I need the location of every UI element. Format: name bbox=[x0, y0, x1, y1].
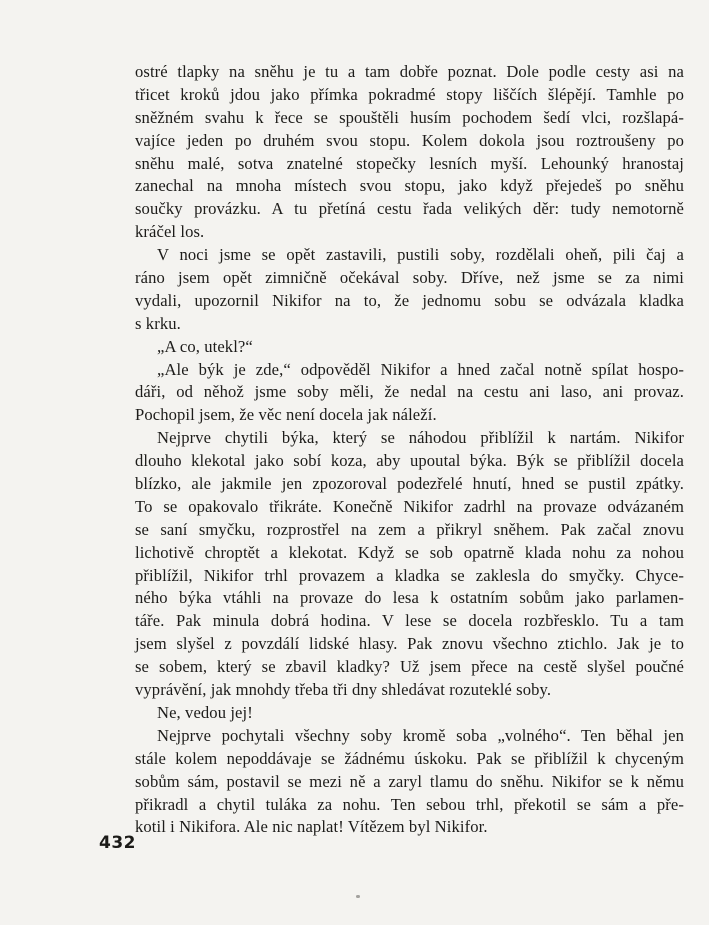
text-line: dáři, od něhož jsme soby měli, že nedal na cestu ani laso, ani provaz. bbox=[135, 382, 684, 402]
text-line: ného býka vtáhli na provaze do lesa k ostatním sobům jako parlamen- bbox=[135, 588, 684, 608]
text-line: To se opakovalo třikráte. Konečně Nikifor zadrhl na provaze odvázaném bbox=[135, 496, 684, 516]
text-line: lichotivě chroptět a klekotat. Když se sob opatrně klada nohu za nohou bbox=[135, 542, 684, 562]
text-line: se sobem, který se zbavil kladky? Už jsem přece na cestě slyšel poučné bbox=[135, 657, 684, 677]
text-line: sněhu malé, sotva znatelné stopečky lesních myší. Lehounký hranostaj bbox=[135, 153, 684, 173]
text-line: „A co, utekl?“ bbox=[157, 336, 253, 356]
text-line: V noci jsme se opět zastavili, pustili soby, rozdělali oheň, pili čaj a bbox=[157, 245, 684, 265]
text-line: součky provázku. A tu přetíná cestu řada velikých děr: tudy nemotorně bbox=[135, 199, 684, 219]
text-line: blízko, ale jakmile jen zpozoroval podezřelé hnutí, hned se pustil zpátky. bbox=[135, 474, 684, 494]
page-number: 432 bbox=[99, 833, 136, 853]
text-line: ostré tlapky na sněhu je tu a tam dobře poznat. Dole podle cesty asi na bbox=[135, 62, 684, 81]
print-speck bbox=[356, 895, 360, 898]
text-line: Ne, vedou jej! bbox=[157, 702, 253, 722]
text-line: „Ale býk je zde,“ odpověděl Nikifor a hned začal notně spílat hospo- bbox=[157, 359, 684, 379]
text-line: přikradl a chytil tuláka za nohu. Ten sebou trhl, překotil se sám a pře- bbox=[135, 794, 684, 814]
text-line: kotil i Nikifora. Ale nic naplat! Vítězem byl Nikifor. bbox=[135, 817, 488, 837]
text-line: Nejprve pochytali všechny soby kromě soba „volného“. Ten běhal jen bbox=[157, 725, 684, 745]
text-line: stále kolem nepoddávaje se žádnému úskoku. Pak se přiblížil k chyceným bbox=[135, 748, 684, 768]
text-line: sobům sám, postavil se mezi ně a zaryl tlamu do sněhu. Nikifor se k němu bbox=[135, 771, 684, 791]
text-line: se saní smyčku, rozprostřel na zem a přikryl sněhem. Pak začal znovu bbox=[135, 519, 684, 539]
text-line: dlouho klekotal jako sobí koza, aby upoutal býka. Býk se přiblížil docela bbox=[135, 451, 684, 471]
text-line: Nejprve chytili býka, který se náhodou přiblížil k nartám. Nikifor bbox=[157, 428, 684, 448]
text-line: s krku. bbox=[135, 313, 181, 333]
text-line: Pochopil jsem, že věc není docela jak náleží. bbox=[135, 405, 437, 425]
text-line: vajíce jeden po druhém svou stopu. Kolem dokola jsou roztroušeny po bbox=[135, 130, 684, 150]
text-line: vyprávění, jak mnohdy třeba tři dny shledávat rozuteklé soby. bbox=[135, 680, 552, 700]
text-line: přiblížil, Nikifor trhl provazem a kladka se zaklesla do smyčky. Chyce- bbox=[135, 565, 684, 585]
text-line: jsem slyšel z povzdálí lidské hlasy. Pak znovu všechno ztichlo. Jak je to bbox=[135, 634, 684, 654]
text-line: zanechal na mnoha místech svou stopu, jako když přejedeš po sněhu bbox=[135, 176, 684, 196]
text-line: táře. Pak minula dobrá hodina. V lese se docela rozbřesklo. Tu a tam bbox=[135, 611, 684, 631]
text-line: vydali, upozornil Nikifor na to, že jednomu sobu se odvázala kladka bbox=[135, 290, 684, 310]
text-line: sněžném svahu k řece se spouštěli husím pochodem šedí vlci, rozšlapá- bbox=[135, 107, 684, 127]
text-line: kráčel los. bbox=[135, 222, 205, 242]
body-text bbox=[135, 61, 684, 839]
text-line: třicet kroků jdou jako přímka pokradmé stopy liščích šlépějí. Tamhle po bbox=[135, 84, 684, 104]
text-line: ráno jsem opět zimničně očekával soby. Dříve, než jsme se za nimi bbox=[135, 268, 684, 288]
